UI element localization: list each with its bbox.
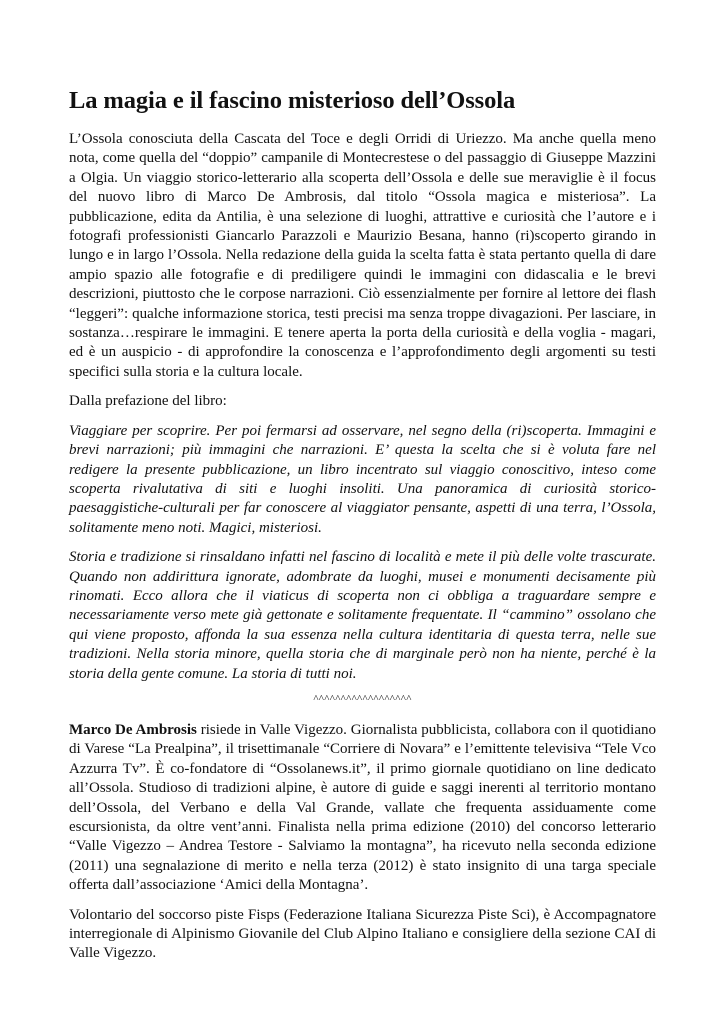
preface-label: Dalla prefazione del libro: [69,393,227,410]
section-separator: ^^^^^^^^^^^^^^^^^^ [313,692,412,705]
preface-paragraph-1: Viaggiare per scoprire. Per poi fermarsi ad osservare, nel segno della (ri)scoperta. Immagini e brevi narrazioni; più immagini che narrazioni. E’ questa la scelta che si è voluta fare nel redigere la presente pubblicazione, un libro incentrato sul viaggio conoscitivo, inteso come scoperta rivalutativa di siti e luoghi insoliti. Una panoramica di curiosità storico-paesaggistiche-culturali per far conoscere al viaggiator pensante, aspetti di una terra, l’Ossola, solitamente meno noti. Magici, misteriosi. [69,422,656,536]
author-bio-text: risiede in Valle Vigezzo. Giornalista pubblicista, collabora con il quotidiano di Varese “La Prealpina”, il trisettimanale “Corriere di Novara” e l’emittente televisiva “Tele Vco Azzurra Tv”. È co-fondatore di “Ossolanews.it”, il primo giornale quotidiano on line dedicato all’Ossola. Studioso di tradizioni alpine, è autore di guide e saggi inerenti al territorio montano dell’Ossola, del Verbano e della Val Grande, vallate che frequenta assiduamente come escursionista, da oltre vent’anni. Finalista nella prima edizione (2010) del concorso letterario “Valle Vigezzo – Andrea Testore - Salviamo la montagna”, ha ricevuto nella seconda edizione (2011) una segnalazione di merito e nella terza (2012) è stato insignito di una targa speciale offerta dall’associazione ‘Amici della Montagna’. [69,721,657,894]
article-title: La magia e il fascino misterioso dell’Ossola [69,87,516,114]
author-volunteer-paragraph: Volontario del soccorso piste Fisps (Federazione Italiana Sicurezza Piste Sci), è Accompagnatore interregionale di Alpinismo Giovanile del Club Alpino Italiano e consigliere della sezione CAI di Valle Vigezzo. [69,906,656,962]
author-name: Marco De Ambrosis [69,721,197,738]
document-page [69,86,656,974]
preface-paragraph-2: Storia e tradizione si rinsaldano infatti nel fascino di località e mete il più delle volte trascurate. Quando non addirittura ignorate, adombrate da luoghi, musei e monumenti decisamente più rinomati. Ecco allora che il viaticus di scoperta non ci obbliga a traguardare sempre e necessariamente verso mete già gettonate e solitamente frequentate. Il “cammino” ossolano che qui viene proposto, affonda la sua essenza nella cultura identitaria di questa terra, nelle sue tradizioni. Nella storia minore, quella storia che di marginale però non ha niente, perché è la storia della gente comune. La storia di tutti noi. [69,549,656,682]
author-bio-paragraph [69,721,656,896]
intro-paragraph: L’Ossola conosciuta della Cascata del Toce e degli Orridi di Uriezzo. Ma anche quella meno nota, come quella del “doppio” campanile di Montecrestese o del passaggio di Giuseppe Mazzini a Olgia. Un viaggio storico-letterario alla scoperta dell’Ossola e delle sue meraviglie è il focus del nuovo libro di Marco De Ambrosis, dal titolo “Ossola magica e misteriosa”. La pubblicazione, edita da Antilia, è una selezione di luoghi, attrattive e curiosità che l’autore e i fotografi professionisti Giancarlo Parazzoli e Maurizio Besana, hanno (ri)scoperto girando in lungo e in largo l’Ossola. Nella redazione della guida la scelta fatta è stata pertanto quella di dare ampio spazio alle fotografie e di prediligere quindi le immagini con didascalia e le brevi descrizioni, piuttosto che le corpose narrazioni. Ciò essenzialmente per fornire al lettore dei flash “leggeri”: qualche informazione storica, testi precisi ma senza troppe divagazioni. Per lasciare, in sostanza…respirare le immagini. E tenere aperta la porta della curiosità e della voglia - magari, ed è un auspicio - di approfondire la conoscenza e l’approfondimento degli argomenti su testi specifici sulla storia e la cultura locale. [69,131,656,380]
